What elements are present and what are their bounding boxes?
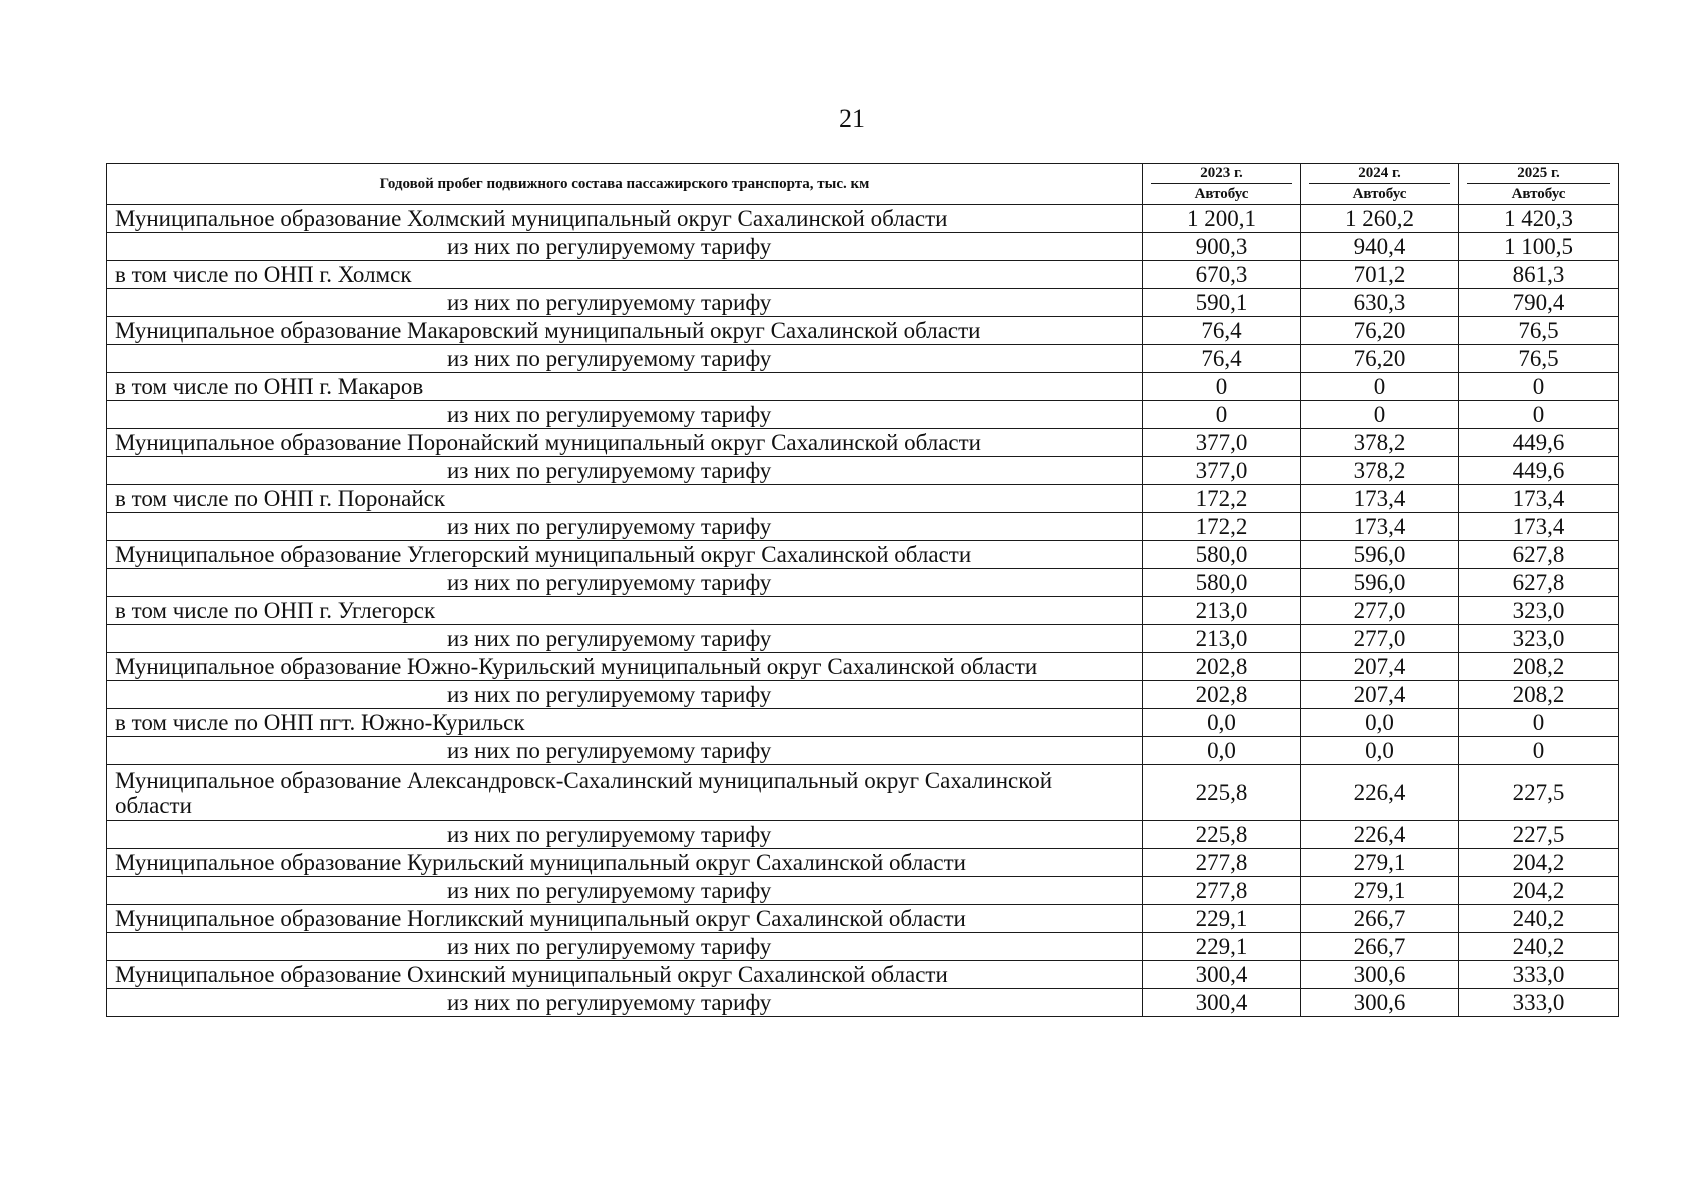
value-cell: 266,7 (1301, 905, 1459, 933)
value-cell: 227,5 (1459, 765, 1619, 821)
row-label: из них по регулируемому тарифу (107, 877, 1143, 905)
table-row (107, 821, 1619, 849)
value-cell: 0 (1143, 401, 1301, 429)
year-label: 2025 г. (1467, 164, 1610, 184)
value-cell: 76,5 (1459, 345, 1619, 373)
value-cell: 279,1 (1301, 877, 1459, 905)
row-label: из них по регулируемому тарифу (107, 933, 1143, 961)
value-cell: 0,0 (1143, 709, 1301, 737)
value-cell: 300,4 (1143, 961, 1301, 989)
value-cell: 323,0 (1459, 625, 1619, 653)
value-cell: 300,4 (1143, 989, 1301, 1017)
table-row (107, 765, 1619, 821)
row-label: Муниципальное образование Поронайский муниципальный округ Сахалинской области (107, 429, 1143, 457)
value-cell: 627,8 (1459, 569, 1619, 597)
vehicle-label: Автобус (1511, 186, 1566, 202)
table-row (107, 625, 1619, 653)
value-cell: 277,8 (1143, 849, 1301, 877)
table-row (107, 317, 1619, 345)
value-cell: 0 (1459, 737, 1619, 765)
value-cell: 76,4 (1143, 317, 1301, 345)
table-row (107, 457, 1619, 485)
row-label: из них по регулируемому тарифу (107, 401, 1143, 429)
year-label: 2024 г. (1309, 164, 1450, 184)
row-label: из них по регулируемому тарифу (107, 737, 1143, 765)
row-label: в том числе по ОНП пгт. Южно-Курильск (107, 709, 1143, 737)
value-cell: 76,20 (1301, 317, 1459, 345)
vehicle-label: Автобус (1194, 186, 1249, 202)
value-cell: 213,0 (1143, 597, 1301, 625)
row-label: в том числе по ОНП г. Макаров (107, 373, 1143, 401)
value-cell: 202,8 (1143, 681, 1301, 709)
row-label: из них по регулируемому тарифу (107, 457, 1143, 485)
table-row (107, 261, 1619, 289)
value-cell: 207,4 (1301, 653, 1459, 681)
table-row (107, 513, 1619, 541)
value-cell: 0 (1301, 373, 1459, 401)
year-header-2025 (1459, 164, 1619, 205)
value-cell: 449,6 (1459, 429, 1619, 457)
value-cell: 596,0 (1301, 569, 1459, 597)
table-row (107, 429, 1619, 457)
row-label: из них по регулируемому тарифу (107, 625, 1143, 653)
table-row (107, 905, 1619, 933)
row-label: из них по регулируемому тарифу (107, 513, 1143, 541)
value-cell: 701,2 (1301, 261, 1459, 289)
row-label: из них по регулируемому тарифу (107, 233, 1143, 261)
year-header-2024 (1301, 164, 1459, 205)
value-cell: 900,3 (1143, 233, 1301, 261)
value-cell: 0,0 (1301, 737, 1459, 765)
value-cell: 1 100,5 (1459, 233, 1619, 261)
table-row (107, 345, 1619, 373)
row-label: Муниципальное образование Ногликский муниципальный округ Сахалинской области (107, 905, 1143, 933)
value-cell: 277,0 (1301, 597, 1459, 625)
value-cell: 790,4 (1459, 289, 1619, 317)
value-cell: 1 260,2 (1301, 205, 1459, 233)
page-number: 21 (839, 104, 865, 133)
value-cell: 590,1 (1143, 289, 1301, 317)
table-row (107, 709, 1619, 737)
value-cell: 279,1 (1301, 849, 1459, 877)
value-cell: 213,0 (1143, 625, 1301, 653)
row-label: из них по регулируемому тарифу (107, 569, 1143, 597)
table-row (107, 681, 1619, 709)
table-row (107, 205, 1619, 233)
value-cell: 208,2 (1459, 681, 1619, 709)
value-cell: 940,4 (1301, 233, 1459, 261)
row-label: Муниципальное образование Углегорский муниципальный округ Сахалинской области (107, 541, 1143, 569)
row-label: из них по регулируемому тарифу (107, 681, 1143, 709)
value-cell: 300,6 (1301, 961, 1459, 989)
table-row (107, 485, 1619, 513)
value-cell: 172,2 (1143, 485, 1301, 513)
value-cell: 226,4 (1301, 821, 1459, 849)
value-cell: 227,5 (1459, 821, 1619, 849)
value-cell: 378,2 (1301, 429, 1459, 457)
row-label: Муниципальное образование Охинский муниципальный округ Сахалинской области (107, 961, 1143, 989)
value-cell: 76,20 (1301, 345, 1459, 373)
value-cell: 0 (1459, 401, 1619, 429)
value-cell: 225,8 (1143, 765, 1301, 821)
year-header-2023 (1143, 164, 1301, 205)
value-cell: 378,2 (1301, 457, 1459, 485)
row-label: в том числе по ОНП г. Холмск (107, 261, 1143, 289)
row-label: в том числе по ОНП г. Углегорск (107, 597, 1143, 625)
value-cell: 240,2 (1459, 905, 1619, 933)
value-cell: 173,4 (1301, 513, 1459, 541)
value-cell: 207,4 (1301, 681, 1459, 709)
row-label: в том числе по ОНП г. Поронайск (107, 485, 1143, 513)
value-cell: 449,6 (1459, 457, 1619, 485)
value-cell: 173,4 (1459, 485, 1619, 513)
value-cell: 172,2 (1143, 513, 1301, 541)
value-cell: 580,0 (1143, 569, 1301, 597)
table-row (107, 933, 1619, 961)
table-row (107, 289, 1619, 317)
value-cell: 202,8 (1143, 653, 1301, 681)
table-row (107, 233, 1619, 261)
table-row (107, 401, 1619, 429)
row-label: из них по регулируемому тарифу (107, 289, 1143, 317)
value-cell: 861,3 (1459, 261, 1619, 289)
value-cell: 0 (1143, 373, 1301, 401)
value-cell: 630,3 (1301, 289, 1459, 317)
value-cell: 277,0 (1301, 625, 1459, 653)
row-label: Муниципальное образование Макаровский муниципальный округ Сахалинской области (107, 317, 1143, 345)
value-cell: 277,8 (1143, 877, 1301, 905)
value-cell: 240,2 (1459, 933, 1619, 961)
table-row (107, 961, 1619, 989)
value-cell: 323,0 (1459, 597, 1619, 625)
vehicle-label: Автобус (1352, 186, 1407, 202)
table-row (107, 737, 1619, 765)
value-cell: 0,0 (1301, 709, 1459, 737)
value-cell: 1 200,1 (1143, 205, 1301, 233)
row-label: Муниципальное образование Холмский муниципальный округ Сахалинской области (107, 205, 1143, 233)
value-cell: 0,0 (1143, 737, 1301, 765)
value-cell: 596,0 (1301, 541, 1459, 569)
value-cell: 300,6 (1301, 989, 1459, 1017)
table-row (107, 989, 1619, 1017)
value-cell: 204,2 (1459, 877, 1619, 905)
row-label: из них по регулируемому тарифу (107, 821, 1143, 849)
value-cell: 225,8 (1143, 821, 1301, 849)
table-body (107, 205, 1619, 1017)
value-cell: 333,0 (1459, 961, 1619, 989)
value-cell: 173,4 (1459, 513, 1619, 541)
row-label: Муниципальное образование Курильский муниципальный округ Сахалинской области (107, 849, 1143, 877)
value-cell: 377,0 (1143, 429, 1301, 457)
table-header-row (107, 164, 1619, 205)
value-cell: 76,4 (1143, 345, 1301, 373)
table-row (107, 877, 1619, 905)
value-cell: 229,1 (1143, 933, 1301, 961)
value-cell: 670,3 (1143, 261, 1301, 289)
value-cell: 0 (1459, 709, 1619, 737)
table-row (107, 653, 1619, 681)
row-label: из них по регулируемому тарифу (107, 989, 1143, 1017)
value-cell: 76,5 (1459, 317, 1619, 345)
year-label: 2023 г. (1151, 164, 1292, 184)
table-row (107, 541, 1619, 569)
table-row (107, 597, 1619, 625)
value-cell: 226,4 (1301, 765, 1459, 821)
row-label: Муниципальное образование Южно-Курильский муниципальный округ Сахалинской области (107, 653, 1143, 681)
row-label: из них по регулируемому тарифу (107, 345, 1143, 373)
value-cell: 0 (1459, 373, 1619, 401)
table-header-title: Годовой пробег подвижного состава пассажирского транспорта, тыс. км (107, 164, 1143, 205)
value-cell: 580,0 (1143, 541, 1301, 569)
value-cell: 266,7 (1301, 933, 1459, 961)
row-label: Муниципальное образование Александровск-Сахалинский муниципальный округ Сахалинской области (107, 765, 1143, 821)
table-row (107, 849, 1619, 877)
value-cell: 627,8 (1459, 541, 1619, 569)
mileage-table (106, 163, 1619, 1017)
value-cell: 1 420,3 (1459, 205, 1619, 233)
value-cell: 229,1 (1143, 905, 1301, 933)
table-row (107, 569, 1619, 597)
value-cell: 377,0 (1143, 457, 1301, 485)
value-cell: 173,4 (1301, 485, 1459, 513)
value-cell: 208,2 (1459, 653, 1619, 681)
value-cell: 204,2 (1459, 849, 1619, 877)
value-cell: 0 (1301, 401, 1459, 429)
value-cell: 333,0 (1459, 989, 1619, 1017)
table-row (107, 373, 1619, 401)
